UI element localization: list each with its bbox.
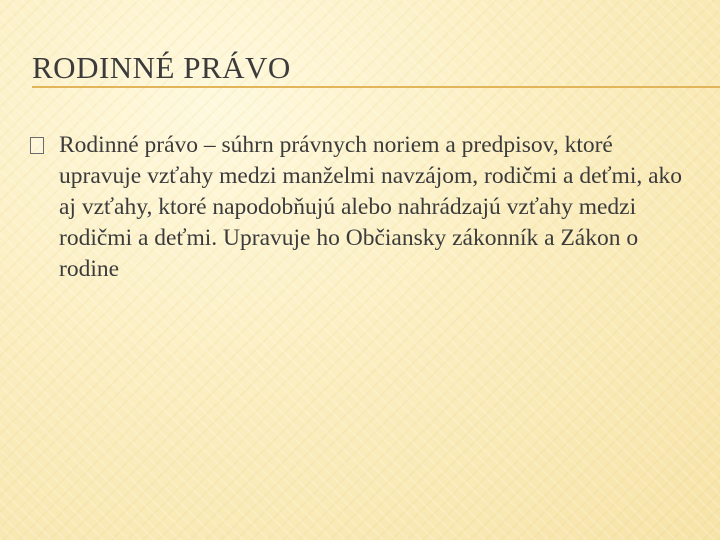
bullet-item: [30, 130, 700, 285]
slide-title: RODINNÉ PRÁVO: [32, 50, 291, 85]
slide-content: [30, 130, 700, 285]
title-underline: [32, 86, 720, 88]
square-bullet-icon: [30, 137, 44, 154]
bullet-text: Rodinné právo – súhrn právnych noriem a predpisov, ktoré upravuje vzťahy medzi manželmi navzájom, rodičmi a deťmi, ako aj vzťahy, ktoré napodobňujú alebo nahrádzajú vzťahy medzi rodičmi a deťmi. Upravuje ho Občiansky zákonník a Zákon o rodine: [59, 132, 683, 282]
